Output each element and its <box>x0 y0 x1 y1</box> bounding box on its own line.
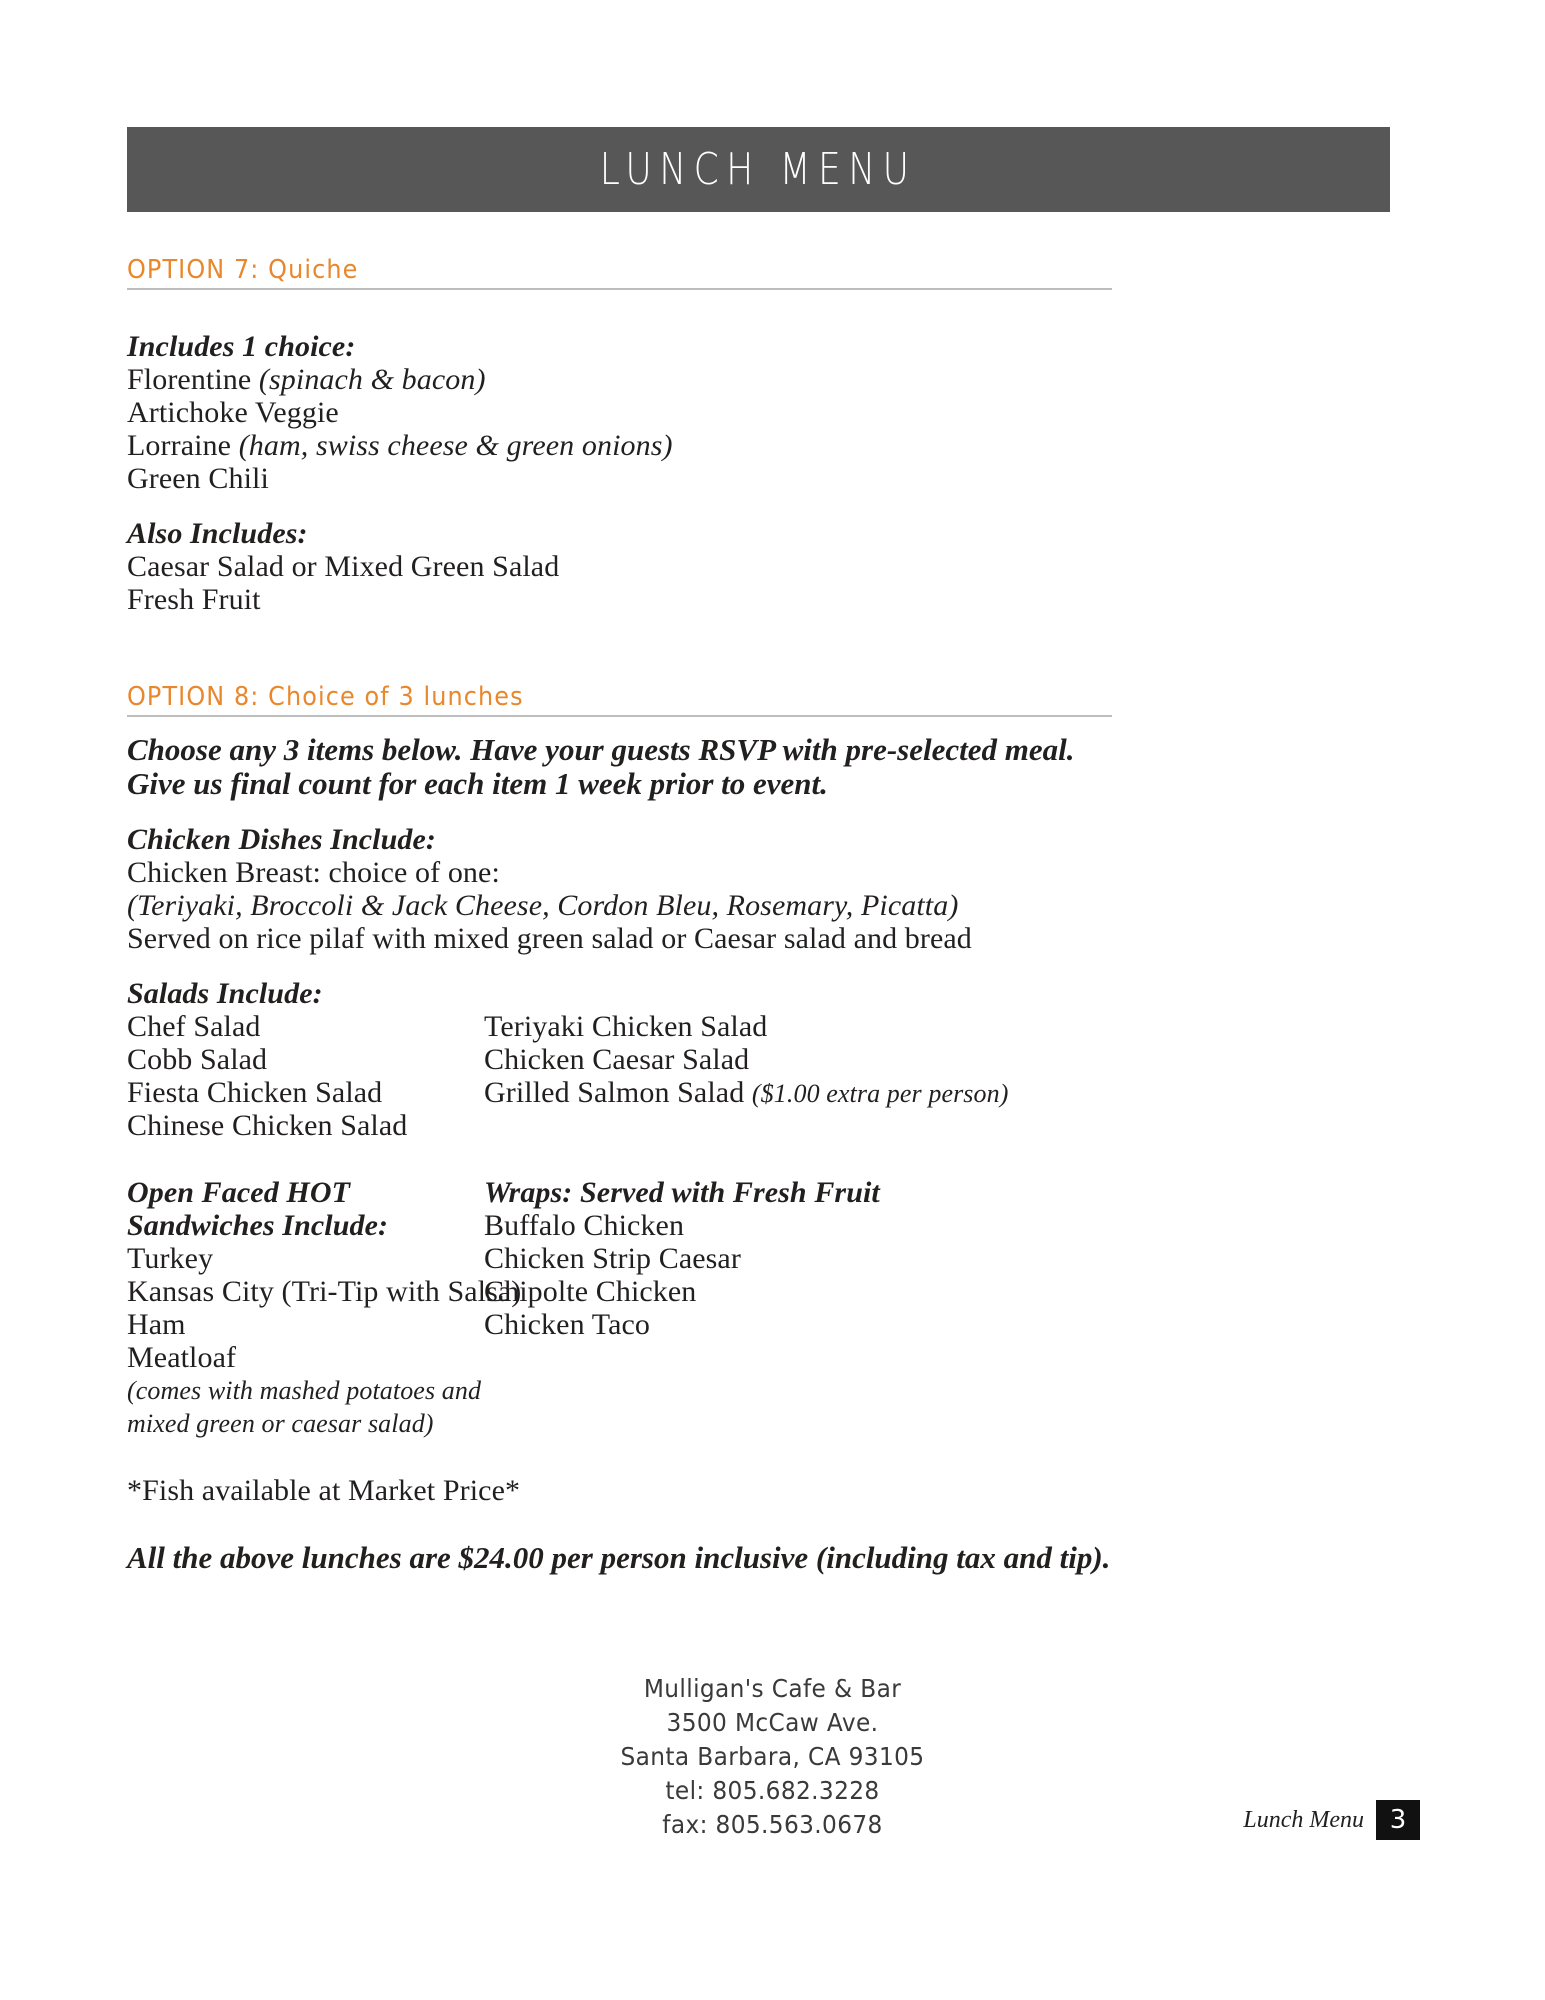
sandwich-item: Turkey <box>127 1242 214 1275</box>
option8-intro-line1: Choose any 3 items below. Have your guests RSVP with pre-selected meal. <box>127 732 1075 767</box>
option7-choice-item <box>127 396 1412 429</box>
sandwiches-note-line1: (comes with mashed potatoes and <box>127 1376 482 1405</box>
section-heading-option8-label: OPTION 8: Choice of 3 lunches <box>127 682 524 712</box>
salad-item: Cobb Salad <box>127 1043 268 1076</box>
footer-street-address: 3500 McCaw Ave. <box>666 1708 879 1737</box>
option7-also-includes-label: Also Includes: <box>127 517 308 550</box>
option7-choice-name: Florentine <box>127 363 252 396</box>
option7-choice-name: Lorraine <box>127 429 232 462</box>
section-heading-option8 <box>127 682 1112 717</box>
sandwich-item: Meatloaf <box>127 1341 237 1374</box>
salads-column-left <box>127 1010 484 1142</box>
option7-choice-name: Artichoke Veggie <box>127 396 339 429</box>
wrap-item: Chicken Taco <box>484 1308 650 1341</box>
option7-choice-detail: (ham, swiss cheese & green onions) <box>238 429 673 462</box>
sandwiches-label-line2: Sandwiches Include: <box>127 1209 389 1242</box>
wrap-item: Buffalo Chicken <box>484 1209 685 1242</box>
salad-item <box>484 1043 1124 1076</box>
salad-item <box>484 1076 1124 1110</box>
page-marker <box>1243 1800 1420 1840</box>
sandwiches-wraps-columns <box>127 1176 1127 1440</box>
salad-item: Chef Salad <box>127 1010 261 1043</box>
chicken-dishes-line2: (Teriyaki, Broccoli & Jack Cheese, Cordon Bleu, Rosemary, Picatta) <box>127 889 959 922</box>
wraps-label: Wraps: Served with Fresh Fruit <box>484 1176 880 1209</box>
option7-choice-item <box>127 462 1412 495</box>
sandwiches-note-line2: mixed green or caesar salad) <box>127 1409 434 1438</box>
chicken-dishes-label: Chicken Dishes Include: <box>127 823 436 856</box>
option7-choice-detail: (spinach & bacon) <box>258 363 486 396</box>
section-heading-option7-label: OPTION 7: Quiche <box>127 255 359 285</box>
sandwich-item: Ham <box>127 1308 186 1341</box>
salads-label: Salads Include: <box>127 977 323 1010</box>
chicken-dishes-line3: Served on rice pilaf with mixed green salad or Caesar salad and bread <box>127 922 972 955</box>
footer-fax: fax: 805.563.0678 <box>662 1810 883 1839</box>
document-label: Lunch Menu <box>1243 1806 1364 1833</box>
option8-intro-line2: Give us final count for each item 1 week prior to event. <box>127 766 828 801</box>
lunch-price-note: All the above lunches are $24.00 per person inclusive (including tax and tip). <box>127 1540 1111 1575</box>
option7-choice-name: Green Chili <box>127 462 269 495</box>
option7-includes-label: Includes 1 choice: <box>127 330 356 363</box>
section-heading-option7 <box>127 255 1112 290</box>
sandwiches-label-line1: Open Faced HOT <box>127 1176 351 1209</box>
salad-item-name: Chicken Caesar Salad <box>484 1043 750 1076</box>
salads-column-right <box>484 1010 1124 1142</box>
wrap-item: Chicken Strip Caesar <box>484 1242 741 1275</box>
option7-choice-item <box>127 363 1412 396</box>
option7-choice-item <box>127 429 1412 462</box>
page-header-banner <box>127 127 1390 212</box>
menu-content <box>127 255 1412 1575</box>
salad-item-name: Grilled Salmon Salad <box>484 1076 745 1109</box>
option7-also-includes-item: Caesar Salad or Mixed Green Salad <box>127 550 560 583</box>
salad-item: Chinese Chicken Salad <box>127 1109 408 1142</box>
footer-business-name: Mulligan's Cafe & Bar <box>643 1674 902 1703</box>
salad-item-detail: ($1.00 extra per person) <box>751 1079 1009 1108</box>
salad-item <box>484 1010 1124 1043</box>
sandwich-item: Kansas City (Tri-Tip with Salsa) <box>127 1275 522 1308</box>
sandwiches-column <box>127 1176 522 1440</box>
fish-market-price-note: *Fish available at Market Price* <box>127 1474 521 1507</box>
page-number-badge: 3 <box>1376 1800 1420 1840</box>
wraps-column <box>484 1176 1124 1440</box>
salad-item-name: Teriyaki Chicken Salad <box>484 1010 768 1043</box>
wrap-item: Chipolte Chicken <box>484 1275 697 1308</box>
salads-columns <box>127 1010 1127 1142</box>
salad-item: Fiesta Chicken Salad <box>127 1076 383 1109</box>
option7-also-includes-item: Fresh Fruit <box>127 583 261 616</box>
chicken-dishes-line1: Chicken Breast: choice of one: <box>127 856 500 889</box>
footer-telephone: tel: 805.682.3228 <box>665 1776 880 1805</box>
footer-city-state-zip: Santa Barbara, CA 93105 <box>620 1742 925 1771</box>
page-title: LUNCH MENU <box>600 144 917 195</box>
